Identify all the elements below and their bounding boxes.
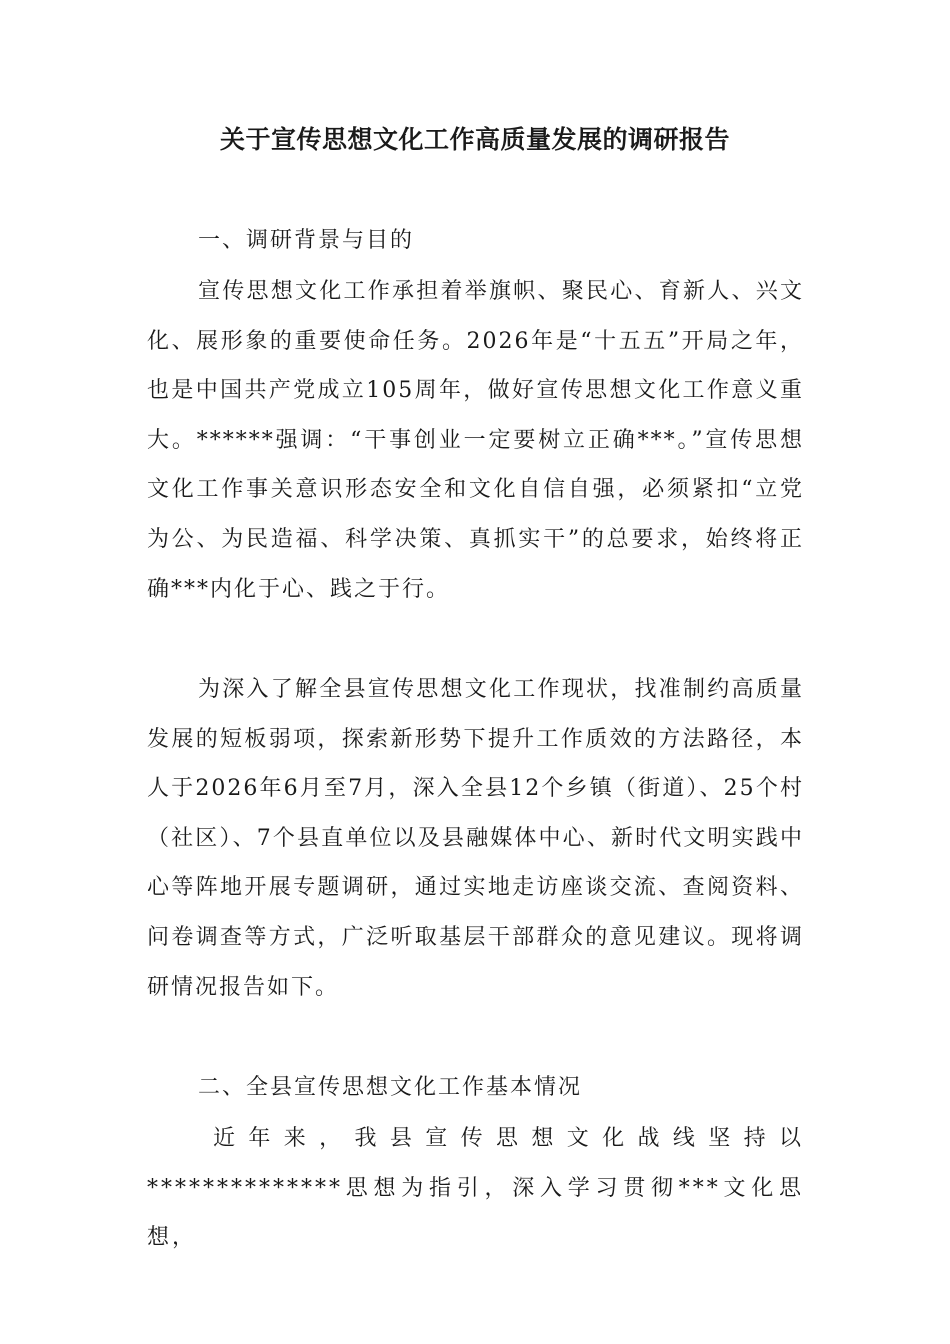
section-heading-1: 一、调研背景与目的 [198,228,415,253]
section-heading-2: 二、全县宣传思想文化工作基本情况 [198,1075,583,1100]
document-title: 关于宣传思想文化工作高质量发展的调研报告 [219,125,730,154]
paragraph-purpose [147,665,804,1012]
paragraph-overview [147,1114,804,1263]
paragraph-text: 近年来，我县宣传思想文化战线坚持以**************思想为指引，深入学习贯彻***文化思想， [147,1126,804,1251]
paragraph-text: 为深入了解全县宣传思想文化工作现状，找准制约高质量发展的短板弱项，探索新形势下提升工作质效的方法路径，本人于2026年6月至7月，深入全县12个乡镇（街道）、25个村（社区）、7个县直单位以及县融媒体中心、新时代文明实践中心等阵地开展专题调研，通过实地走访座谈交流、查阅资料、问卷调查等方式，广泛听取基层干部群众的意见建议。现将调研情况报告如下。 [147,677,804,1000]
paragraph-text: 宣传思想文化工作承担着举旗帜、聚民心、育新人、兴文化、展形象的重要使命任务。2026年是“十五五”开局之年，也是中国共产党成立105周年，做好宣传思想文化工作意义重大。******强调：“干事创业一定要树立正确***。”宣传思想文化工作事关意识形态安全和文化自信自强，必须紧扣“立党为公、为民造福、科学决策、真抓实干”的总要求，始终将正确***内化于心、践之于行。 [147,279,804,602]
paragraph-background [147,267,804,614]
